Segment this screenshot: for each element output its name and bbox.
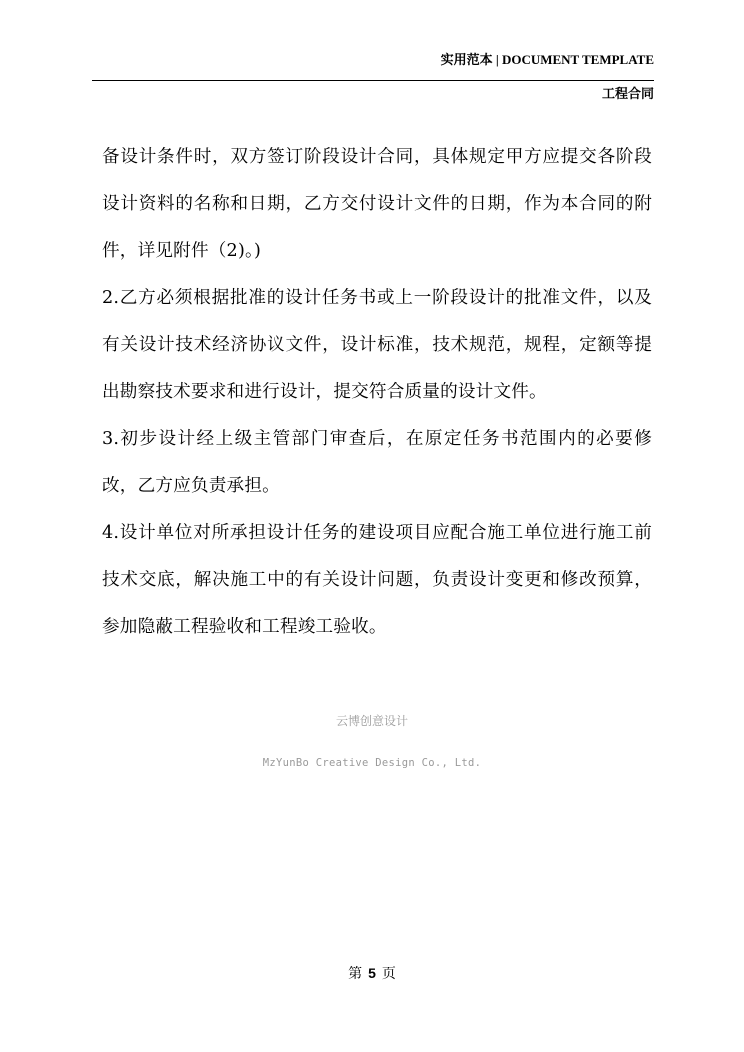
page-suffix: 页 [381,966,396,982]
page-number-value: 5 [368,965,376,981]
header-subtitle: 工程合同 [601,87,654,102]
header-divider [92,80,654,81]
paragraph-4: 4.设计单位对所承担设计任务的建设项目应配合施工单位进行施工前技术交底，解决施工中的有关设计问题，负责设计变更和修改预算，参加隐蔽工程验收和工程竣工验收。 [102,523,652,637]
footer-brand: 云博创意设计 [335,714,408,728]
page-number [0,963,744,983]
page-prefix: 第 [348,966,363,982]
document-body [102,134,652,651]
paragraph-2: 2.乙方必须根据批准的设计任务书或上一阶段设计的批准文件，以及有关设计技术经济协议文件，设计标准，技术规范，规程，定额等提出勘察技术要求和进行设计，提交符合质量的设计文件。 [102,288,652,402]
footer-company: MzYunBo Creative Design Co., Ltd. [262,757,482,769]
header-title: 实用范本 | DOCUMENT TEMPLATE [440,52,654,67]
page-header [92,50,654,105]
paragraph-1: 备设计条件时，双方签订阶段设计合同，具体规定甲方应提交各阶段设计资料的名称和日期，乙方交付设计文件的日期，作为本合同的附件，详见附件（2)。) [102,147,652,261]
paragraph-3: 3.初步设计经上级主管部门审查后，在原定任务书范围内的必要修改，乙方应负责承担。 [102,429,652,496]
